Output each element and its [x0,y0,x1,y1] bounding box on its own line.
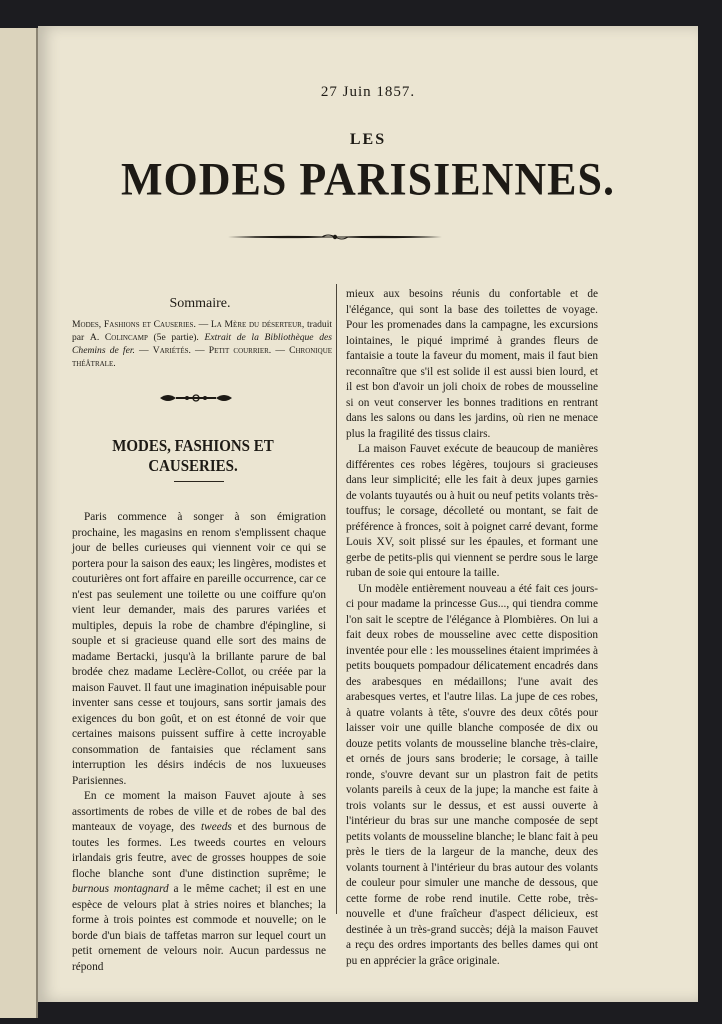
adjacent-page-edge [0,28,38,1018]
right-column [346,287,598,969]
paragraph: En ce moment la maison Fauvet ajoute à ses assortiments de robes de ville et de robes de bal des manteaux de voyage, des tweeds et des burnous de toutes les formes. Les tweeds courtes en velours irlandais gris feutre, avec de grosses houppes de soie floche blanche sont d'une distinction suprême; le burnous montagnard a le même cachet; il est en une espèce de velours plat à stries noires et blanches; la forme à trois pointes est commode et nouvelle; on le borde d'un biais de taffetas marron sur lequel court un petit ornement de velours noir. Aucun pardessus ne répond [72,790,326,973]
column-divider [336,284,337,914]
paragraph: Un modèle entièrement nouveau a été fait ces jours-ci pour madame la princesse Gus..., qui tiendra comme l'on sait le sceptre de l'élégance à Plombières. On lui a fait deux robes de mousseline avec cette disposition inventée pour elle : les mousselines étaient imprimées à petits bouquets pompadour délicatement encadrés dans des arabesques en médaillons; l'une avait des arabesques vertes, et l'autre lilas. La jupe de ces robes, à quatre volants à tête, s'ouvre des deux côtés pour laisser voir une quille blanche composée de dix ou douze petits volants de mousseline blanche très-claire, et ornés de jours sans broderie; le corsage, à taille ronde, s'ouvre devant sur un plastron fait de petits volants pareils à ceux de la jupe; la manche est faite à trois volants sur le dessus, et est aussi ouverte à l'intérieur du bras sur une manche composée de sept petits volants de mousseline blanche; le blanc fait à peu près le tiers de la largeur de la manche, deux des volants tournent à l'intérieur du bras autour des volants de couleur pour simuler une manche de dessous, que cette forme de robe rend inutile. Cette robe, très-nouvelle et d'une fraîcheur d'aspect délicieux, est destinée à un très-grand succès; déjà la maison Fauvet a reçu des ordres importants des belles dames qui ont pu en apprécier la grâce originale. [346,582,598,967]
summary-item-courrier: Petit courrier. [208,345,272,356]
summary-contents: Modes, Fashions et Causeries. — La Mère du déserteur, traduit par A. Colincamp (5e partie). Extrait de la Bibliothèque des Chemins de fer. — Variétés. — Petit courrier. — Chronique théâtrale. [72,319,333,369]
summary-heading: Sommaire. [169,296,231,311]
summary-item-chronique: Chronique théâtrale. [72,345,333,369]
section-heading: MODES, FASHIONS ET CAUSERIES. [112,436,274,475]
journal-title: MODES PARISIENNES. [121,153,615,206]
title-les: LES [349,131,387,148]
summary-translator: A. Colincamp [89,332,148,343]
summary-item-varietes: Variétés. [152,345,191,356]
journal-page [38,26,698,1002]
summary-extrait: Extrait de la Bibliothèque des Chemins de fer. [72,332,332,356]
paragraph: mieux aux besoins réunis du confortable et de l'élégance, qui sont la base des toilettes de voyage. Pour les promenades dans la campagne, les excursions lointaines, le piqué imprimé à grandes fleurs de fantaisie a toute la faveur du moment, mais il faut bien reconnaître que s'il est solide il est aussi bien lourd, et il est bon d'avoir un joli choix de robes de mousseline si on veut conserver les bonnes traditions en rentrant dans les salons ou dans les jardins, où rien ne menace plus la fragilité des tissus clairs. [346,288,598,440]
summary-item-modes: Modes, Fashions et Causeries. [72,319,196,330]
section-ornament [156,392,236,404]
left-column [72,510,326,975]
section-rule [174,481,224,482]
issue-date: 27 Juin 1857. [320,84,416,100]
paragraph: La maison Fauvet exécute de beaucoup de manières différentes ces robes légères, toujours si gracieuses dans leur simplicité; elle les fait à deux jupes garnies de volants tuyautés ou à huit ou neuf petits volants très-touffus; le corsage, décolleté ou montant, se fait de préférence à fronces, soit à poignet carré devant, forme Louis XV, soit plissé sur les épaules, et formant une gerbe de petits-plis qui viennent se perdre sous le large ruban de soie qui entoure la taille. [346,443,598,579]
paragraph: Paris commence à songer à son émigration prochaine, les magasins en renom s'emplissent chaque jour de belles curieuses qui viennent voir ce qui se portera pour la saison des eaux; les lingères, modistes et couturières ont fort affaire en pareille occurrence, car ce n'est pas seulement une toilette ou une coiffure qu'on vient leur demander, mais des parures variées et multiples, depuis la robe de chambre d'épingline, si souple et si gracieuse quand elle sort des mains de madame Bertacki, jusqu'à la brillante parure de bal brodée chez madame Leclère-Collot, ou créée par la maison Fauvet. Il faut une imagination inépuisable pour inventer sans cesse et toujours, sans sortir jamais des exigences du bon goût, et on est étonné de voir que certaines maisons puissent suffire à cette incroyable consommation de fantaisies que réclament sans interruption les désirs indécis de nos luxueuses Parisiennes. [72,511,326,787]
summary-item-mere: La Mère du déserteur [210,319,302,330]
title-ornament-rule [226,232,444,242]
